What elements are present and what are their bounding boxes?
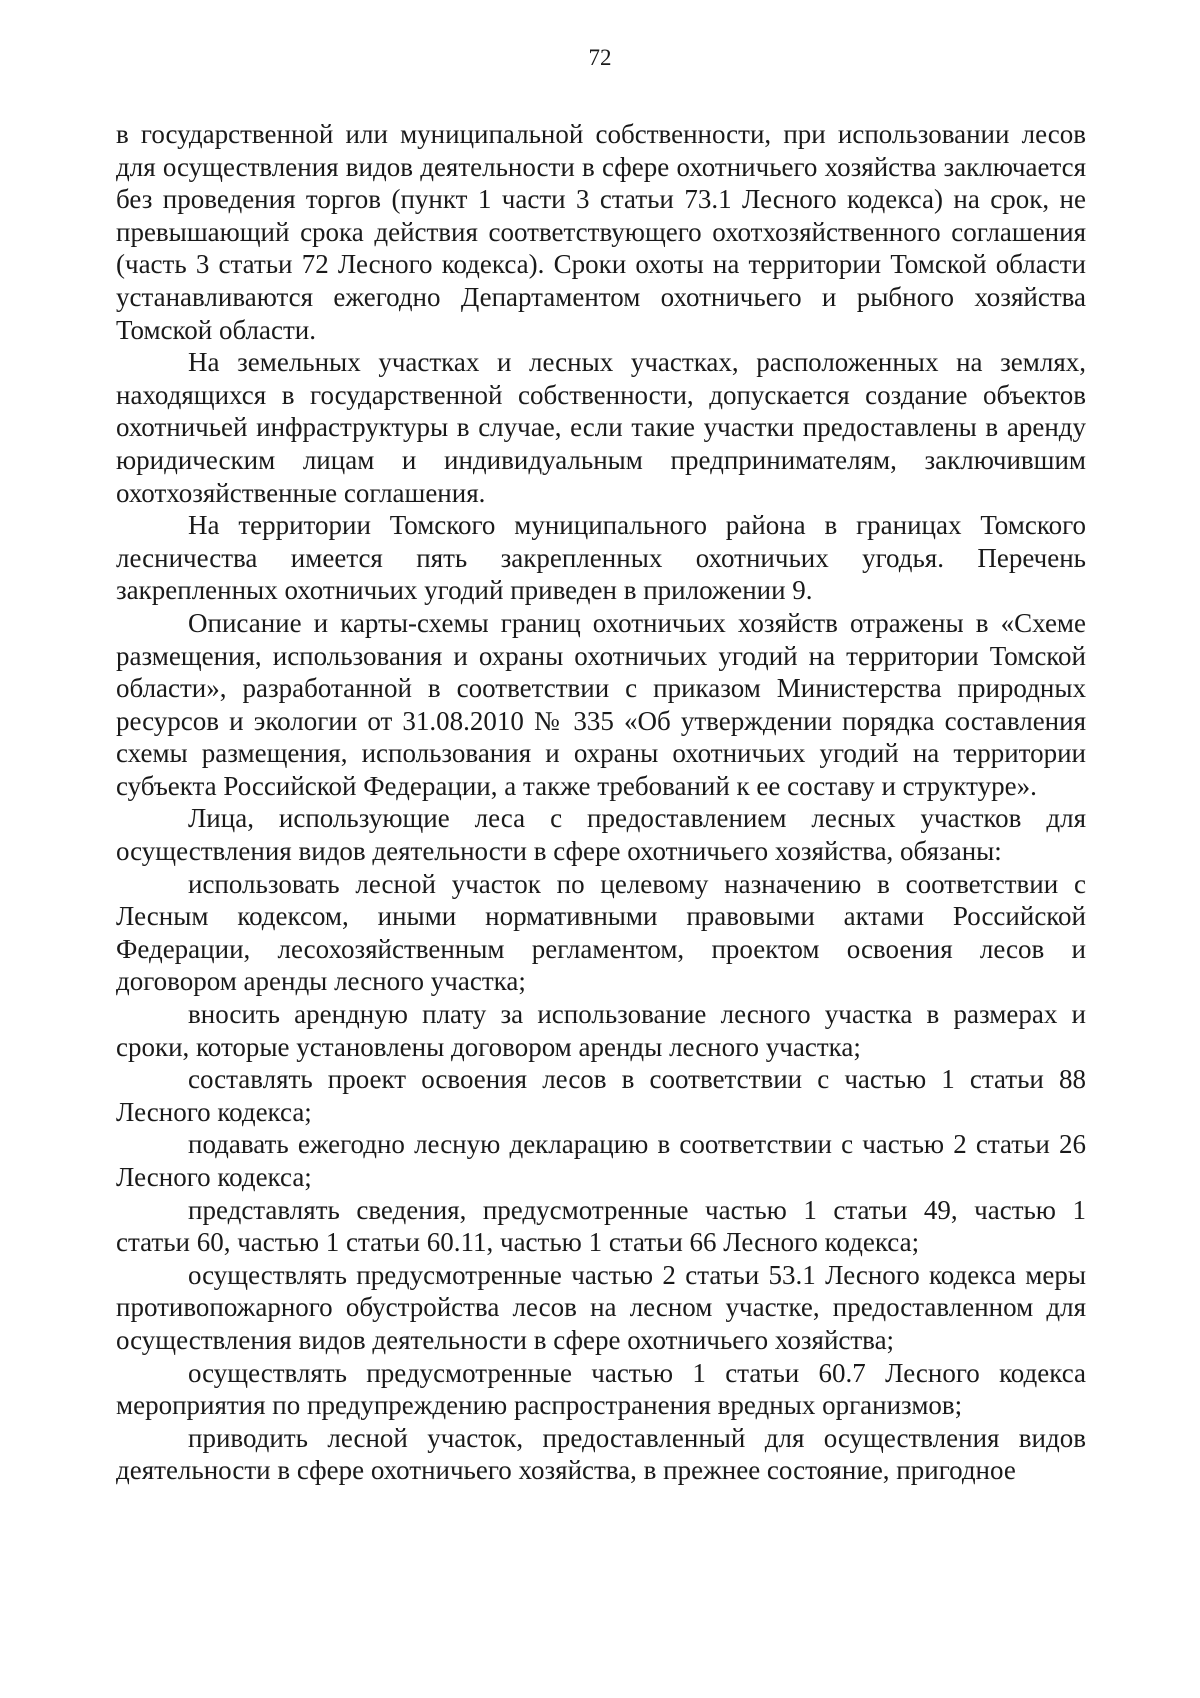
paragraph-obligations-intro: Лица, использующие леса с предоставлением лесных участков для осуществления видов деятельности в сфере охотничьего хозяйства, обязаны: [116, 803, 1086, 867]
obligation-item: подавать ежегодно лесную декларацию в соответствии с частью 2 статьи 26 Лесного кодекса; [116, 1129, 1086, 1192]
obligation-item: вносить арендную плату за использование лесного участка в размерах и сроки, которые установлены договором аренды лесного участка; [116, 999, 1086, 1062]
paragraph-scheme-description: Описание и карты-схемы границ охотничьих хозяйств отражены в «Схеме размещения, использования и охраны охотничьих угодий на территории Томской области», разработанной в соответствии с приказом Министерства природных ресурсов и экологии от 31.08.2010 № 335 «Об утверждении порядка составления схемы размещения, использования и охраны охотничьих угодий на территории субъекта Российской Федерации, а также требований к ее составу и структуре». [116, 607, 1086, 801]
obligation-item: осуществлять предусмотренные частью 1 статьи 60.7 Лесного кодекса мероприятия по предупреждению распространения вредных организмов; [116, 1357, 1086, 1421]
obligation-item: составлять проект освоения лесов в соответствии с частью 1 статьи 88 Лесного кодекса; [116, 1064, 1086, 1127]
page-number: 72 [588, 45, 612, 70]
paragraph-infrastructure: На земельных участках и лесных участках, расположенных на землях, находящихся в государственной собственности, допускается создание объектов охотничьей инфраструктуры в случае, если такие участки предоставлены в аренду юридическим лицам и индивидуальным предпринимателям, заключившим охотхозяйственные соглашения. [116, 347, 1086, 508]
obligation-item: приводить лесной участок, предоставленный для осуществления видов деятельности в сфере охотничьего хозяйства, в прежнее состояние, пригодное [116, 1422, 1086, 1486]
obligation-item: осуществлять предусмотренные частью 2 статьи 53.1 Лесного кодекса меры противопожарного обустройства лесов на лесном участке, предоставленном для осуществления видов деятельности в сфере охотничьего хозяйства; [116, 1259, 1086, 1355]
paragraph-continuation: в государственной или муниципальной собственности, при использовании лесов для осуществления видов деятельности в сфере охотничьего хозяйства заключается без проведения торгов (пункт 1 части 3 статьи 73.1 Лесного кодекса) на срок, не превышающий срока действия соответствующего охотхозяйственного соглашения (часть 3 статьи 72 Лесного кодекса). Сроки охоты на территории Томской области устанавливаются ежегодно Департаментом охотничьего и рыбного хозяйства Томской области. [116, 119, 1086, 345]
obligation-item: использовать лесной участок по целевому назначению в соответствии с Лесным кодексом, иными нормативными правовыми актами Российской Федерации, лесохозяйственным регламентом, проектом освоения лесов и договором аренды лесного участка; [116, 868, 1086, 997]
paragraph-hunting-grounds: На территории Томского муниципального района в границах Томского лесничества имеется пять закрепленных охотничьих угодья. Перечень закрепленных охотничьих угодий приведен в приложении 9. [116, 510, 1086, 606]
obligation-item: представлять сведения, предусмотренные частью 1 статьи 49, частью 1 статьи 60, частью 1 статьи 60.11, частью 1 статьи 66 Лесного кодекса; [116, 1194, 1086, 1258]
document-body [116, 118, 1086, 1487]
